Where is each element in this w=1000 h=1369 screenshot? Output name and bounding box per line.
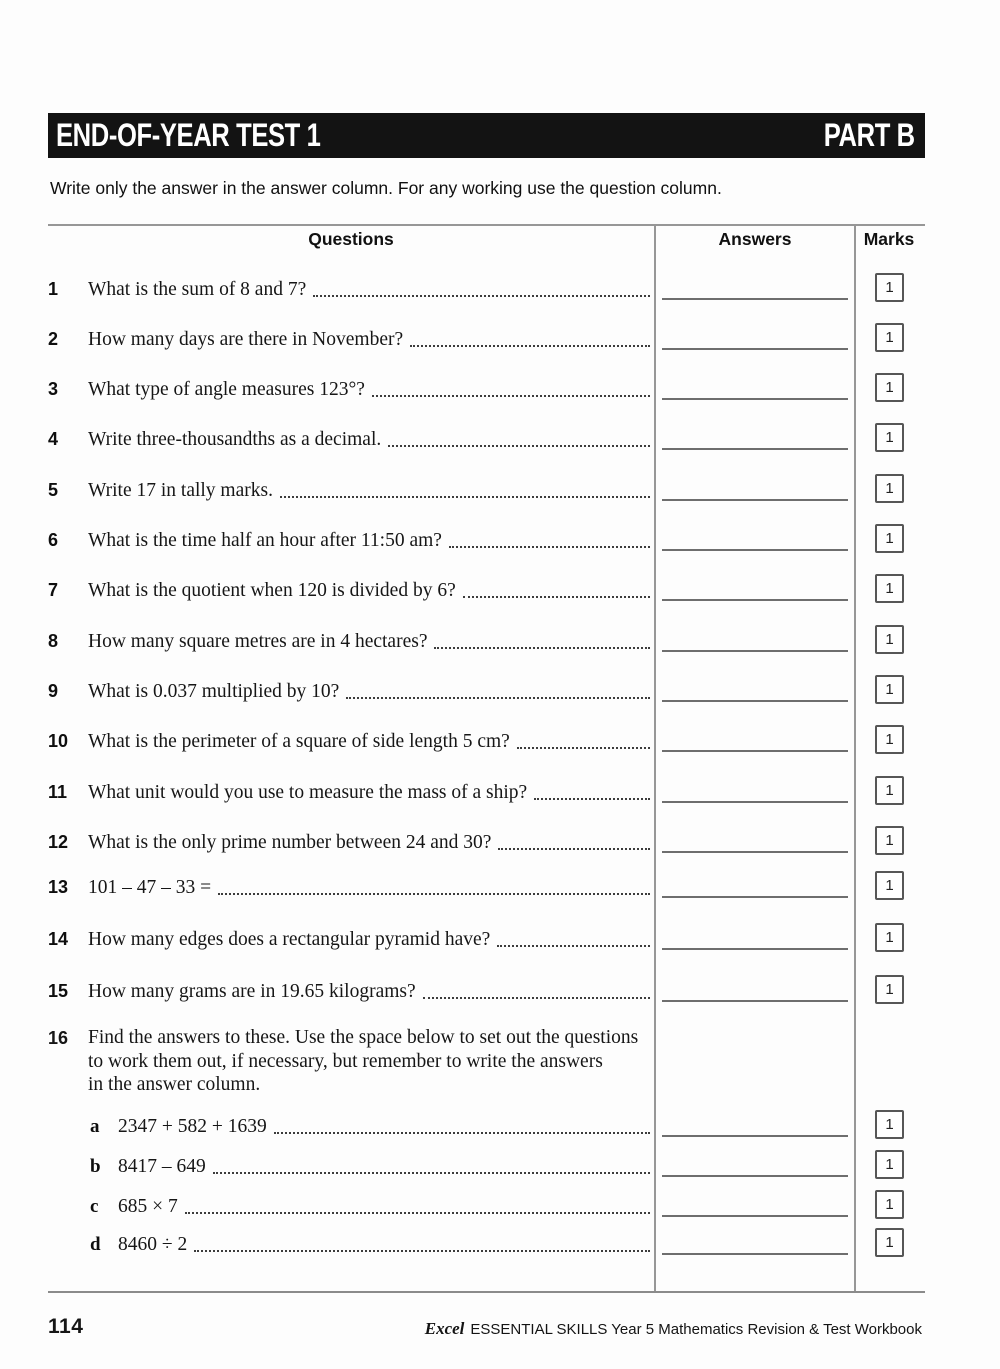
question-cell xyxy=(48,480,654,502)
sub-question-letter: d xyxy=(90,1234,101,1255)
question-cell xyxy=(48,1116,654,1138)
mark-box: 1 xyxy=(875,871,904,900)
question-cell xyxy=(48,929,654,951)
answer-line xyxy=(662,298,848,300)
intro-line-3: in the answer column. xyxy=(88,1074,261,1095)
question-cell xyxy=(48,1196,654,1218)
question-row-12 xyxy=(48,824,925,854)
question-row-3 xyxy=(48,371,925,401)
question-row-6 xyxy=(48,522,925,552)
question-number: 1 xyxy=(48,279,59,299)
question-cell xyxy=(48,731,654,753)
question-text: What is the time half an hour after 11:50 am? xyxy=(88,530,442,551)
question-row-1 xyxy=(48,271,925,301)
dotted-leader xyxy=(346,697,650,699)
mark-box: 1 xyxy=(875,574,904,603)
dotted-leader xyxy=(280,496,650,498)
column-header-marks: Marks xyxy=(863,229,915,249)
question-number: 14 xyxy=(48,929,69,949)
dotted-leader xyxy=(218,893,650,895)
brand-logo-text: Excel xyxy=(424,1319,465,1338)
question-text: Write 17 in tally marks. xyxy=(88,480,273,501)
answer-line xyxy=(662,1175,848,1177)
question-cell xyxy=(48,329,654,351)
question-cell xyxy=(48,429,654,451)
column-header-questions: Questions xyxy=(308,229,394,249)
question-row-10 xyxy=(48,723,925,753)
mark-box: 1 xyxy=(875,524,904,553)
mark-box: 1 xyxy=(875,1228,904,1257)
answer-line xyxy=(662,851,848,853)
question-cell xyxy=(48,530,654,552)
question-number: 8 xyxy=(48,631,59,651)
intro-line-1: Find the answers to these. Use the space below to set out the questions xyxy=(88,1027,639,1048)
dotted-leader xyxy=(534,798,650,800)
sub-question-text: 2347 + 582 + 1639 xyxy=(118,1116,267,1137)
dotted-leader xyxy=(434,647,650,649)
question-row-7 xyxy=(48,572,925,602)
mark-box: 1 xyxy=(875,675,904,704)
question-cell xyxy=(48,631,654,653)
answer-line xyxy=(662,896,848,898)
question-cell xyxy=(48,877,654,899)
answer-line xyxy=(662,948,848,950)
answer-line xyxy=(662,1135,848,1137)
question-number: 12 xyxy=(48,832,69,852)
mark-box: 1 xyxy=(875,474,904,503)
question-row-13 xyxy=(48,869,925,899)
question-text: How many grams are in 19.65 kilograms? xyxy=(88,981,416,1002)
dotted-leader xyxy=(185,1212,650,1214)
column-header-answers: Answers xyxy=(718,229,792,249)
mark-box: 1 xyxy=(875,1150,904,1179)
question-row-8 xyxy=(48,623,925,653)
sub-question-letter: b xyxy=(90,1156,101,1177)
answer-line xyxy=(662,1215,848,1217)
sub-question-text: 8417 – 649 xyxy=(118,1156,206,1177)
sub-question-letter: a xyxy=(90,1116,100,1137)
question-text: What is the quotient when 120 is divided by 6? xyxy=(88,580,456,601)
question-text: How many edges does a rectangular pyramid have? xyxy=(88,929,491,950)
page-number: 114 xyxy=(48,1315,84,1338)
answer-line xyxy=(662,650,848,652)
mark-box: 1 xyxy=(875,323,904,352)
question-text: What is the perimeter of a square of side length 5 cm? xyxy=(88,731,510,752)
question-text: How many square metres are in 4 hectares? xyxy=(88,631,428,652)
answer-line xyxy=(662,348,848,350)
instruction-text: Write only the answer in the answer column. For any working use the question column. xyxy=(50,178,722,198)
question-row-16d xyxy=(48,1226,925,1256)
question-16-intro-text xyxy=(88,1026,654,1097)
question-number: 4 xyxy=(48,429,59,449)
answer-line xyxy=(662,499,848,501)
question-text: Write three-thousandths as a decimal. xyxy=(88,429,382,450)
question-text: What is 0.037 multiplied by 10? xyxy=(88,681,340,702)
sub-question-letter: c xyxy=(90,1196,99,1217)
sub-question-text: 685 × 7 xyxy=(118,1196,178,1217)
question-number: 11 xyxy=(48,782,68,802)
question-text: What unit would you use to measure the mass of a ship? xyxy=(88,782,528,803)
answer-line xyxy=(662,398,848,400)
dotted-leader xyxy=(213,1172,650,1174)
mark-box: 1 xyxy=(875,625,904,654)
question-cell xyxy=(48,832,654,854)
mark-box: 1 xyxy=(875,423,904,452)
answer-line xyxy=(662,1253,848,1255)
question-number: 7 xyxy=(48,580,59,600)
dotted-leader xyxy=(449,546,650,548)
answer-line xyxy=(662,750,848,752)
question-cell xyxy=(48,782,654,804)
dotted-leader xyxy=(194,1250,650,1252)
dotted-leader xyxy=(463,596,650,598)
mark-box: 1 xyxy=(875,373,904,402)
question-row-15 xyxy=(48,973,925,1003)
intro-line-2: to work them out, if necessary, but remember to write the answers xyxy=(88,1050,603,1072)
question-row-16c xyxy=(48,1188,925,1218)
question-row-11 xyxy=(48,774,925,804)
mark-box: 1 xyxy=(875,273,904,302)
book-title: ESSENTIAL SKILLS Year 5 Mathematics Revision & Test Workbook xyxy=(470,1321,922,1338)
question-text: What is the only prime number between 24 and 30? xyxy=(88,832,492,853)
dotted-leader xyxy=(517,747,650,749)
question-number: 15 xyxy=(48,981,69,1001)
answer-line xyxy=(662,700,848,702)
question-row-9 xyxy=(48,673,925,703)
question-cell xyxy=(48,1234,654,1256)
question-cell xyxy=(48,379,654,401)
answer-line xyxy=(662,599,848,601)
question-number: 2 xyxy=(48,329,59,349)
answer-line xyxy=(662,549,848,551)
mark-box: 1 xyxy=(875,725,904,754)
sub-question-text: 8460 ÷ 2 xyxy=(118,1234,188,1255)
question-text: What type of angle measures 123°? xyxy=(88,379,365,400)
test-title-bar xyxy=(48,113,925,158)
question-cell xyxy=(48,1156,654,1178)
question-cell xyxy=(48,981,654,1003)
mark-box: 1 xyxy=(875,826,904,855)
dotted-leader xyxy=(498,848,650,850)
question-text: What is the sum of 8 and 7? xyxy=(88,279,307,300)
book-footer xyxy=(425,1319,922,1339)
question-text: How many days are there in November? xyxy=(88,329,404,350)
dotted-leader xyxy=(274,1132,650,1134)
question-number: 9 xyxy=(48,681,59,701)
mark-box: 1 xyxy=(875,923,904,952)
question-cell xyxy=(48,580,654,602)
dotted-leader xyxy=(388,445,650,447)
dotted-leader xyxy=(497,945,650,947)
dotted-leader xyxy=(423,997,650,999)
question-cell xyxy=(48,681,654,703)
question-number: 3 xyxy=(48,379,59,399)
test-title: END-OF-YEAR TEST 1 xyxy=(56,117,321,153)
table-bottom-border xyxy=(48,1291,925,1293)
mark-box: 1 xyxy=(875,975,904,1004)
mark-box: 1 xyxy=(875,1110,904,1139)
question-number: 6 xyxy=(48,530,59,550)
question-number: 16 xyxy=(48,1028,69,1048)
question-row-16-intro xyxy=(48,1026,654,1097)
question-row-16a xyxy=(48,1108,925,1138)
mark-box: 1 xyxy=(875,776,904,805)
dotted-leader xyxy=(313,295,650,297)
part-label: PART B xyxy=(824,117,915,153)
question-row-2 xyxy=(48,321,925,351)
answer-line xyxy=(662,801,848,803)
question-number: 10 xyxy=(48,731,69,751)
question-number: 13 xyxy=(48,877,69,897)
question-text: 101 – 47 – 33 = xyxy=(88,877,212,898)
table-top-border xyxy=(48,224,925,226)
question-row-14 xyxy=(48,921,925,951)
answer-line xyxy=(662,448,848,450)
dotted-leader xyxy=(410,345,650,347)
question-cell xyxy=(48,279,654,301)
answer-line xyxy=(662,1000,848,1002)
question-row-5 xyxy=(48,472,925,502)
question-number: 5 xyxy=(48,480,59,500)
mark-box: 1 xyxy=(875,1190,904,1219)
dotted-leader xyxy=(372,395,650,397)
question-row-16b xyxy=(48,1148,925,1178)
question-row-4 xyxy=(48,421,925,451)
